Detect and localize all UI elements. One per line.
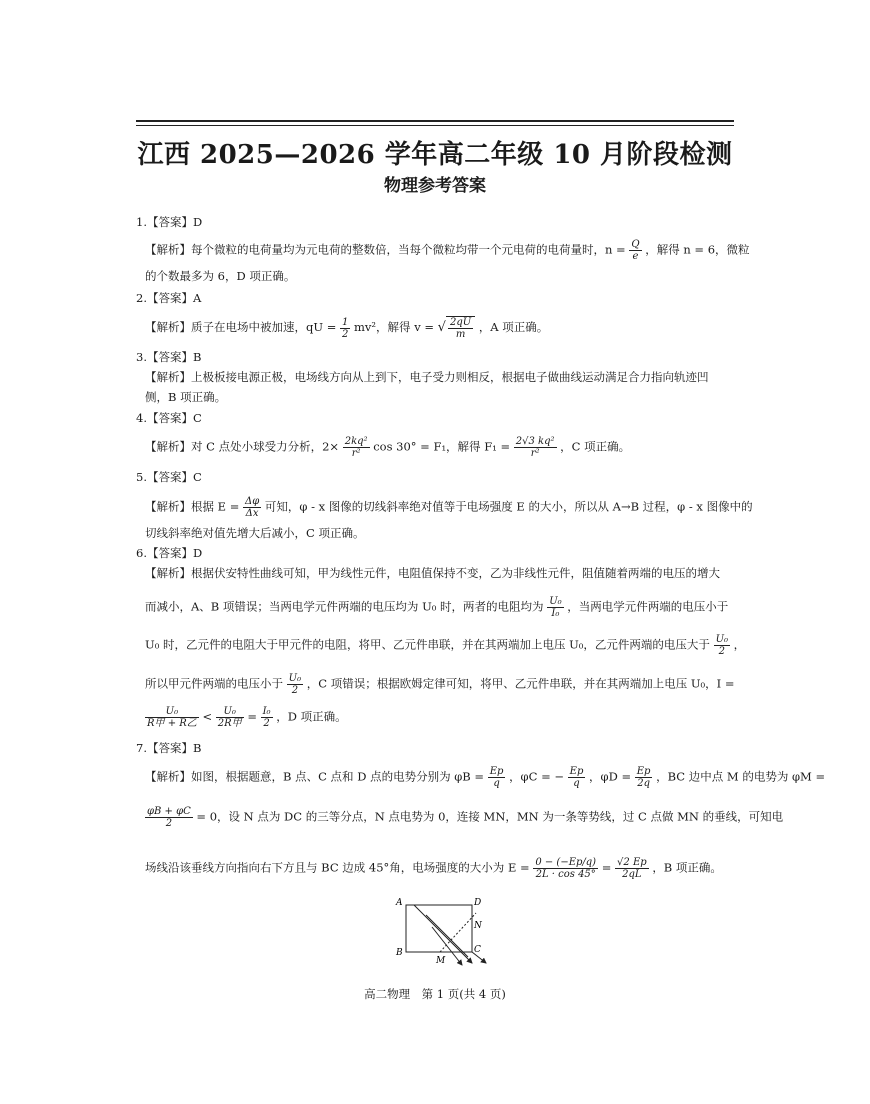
page-subtitle: 物理参考答案 — [384, 176, 486, 196]
q6-answer: 6.【答案】D — [136, 546, 203, 560]
top-rule-thin — [136, 125, 734, 126]
page-title: 江西 2025—2026 学年高二年级 10 月阶段检测 — [137, 140, 733, 170]
q1-fraction: $\frac{Q}{e}$ — [631, 239, 640, 262]
page-footer: 高二物理 第 1 页(共 4 页) — [364, 987, 506, 1001]
label-a: A — [396, 898, 403, 908]
q5-explanation-line1: 【解析】根据 E = $\frac{\Delta\varphi}{\Delta x}$ 可知，φ - x 图像的切线斜率绝对值等于电场强度 E 的大小，所以从 A→B 过程，φ - x 图像中的 — [145, 496, 753, 519]
field-line-2 — [426, 915, 468, 957]
label-c: C — [474, 945, 481, 955]
q4-answer: 4.【答案】C — [136, 411, 202, 425]
q1-explanation-line1: 【解析】每个微粒的电荷量均为元电荷的整数倍，当每个微粒均带一个元电荷的电荷量时，n = $\frac{Q}{e}$ ，解得 n = 6，微粒 — [145, 239, 750, 262]
q7-explanation-line1: 【解析】如图，根据题意，B 点、C 点和 D 点的电势分别为 φB = $\frac{Ep}{q}$ ，φC = − $\frac{Ep}{q}$ ，φD = $\frac{Ep}{2q}$ ，BC 边中点 M 的电势为 φM = — [145, 766, 826, 789]
q2-explanation: 【解析】质子在电场中被加速，qU = $\frac{1}{2}$ mv²，解得 v = √ $\frac{2qU}{m}$ ，A 项正确。 — [145, 316, 549, 340]
label-m: M — [436, 956, 446, 966]
q2-answer: 2.【答案】A — [136, 291, 202, 305]
q7-explanation-line3: 场线沿该垂线方向指向右下方且与 BC 边成 45°角，电场强度的大小为 E = $\frac{0 - (-Ep/q)}{2L \cdot \cos 45^\circ}$ = $\frac{√2 Ep}{2qL}$ ，B 项正确。 — [145, 857, 722, 880]
q1-answer: 1.【答案】D — [136, 215, 203, 229]
q5-explanation-line2: 切线斜率绝对值先增大后减小，C 项正确。 — [145, 526, 365, 540]
q1-explanation-line2: 的个数最多为 6，D 项正确。 — [145, 269, 296, 283]
equipotential-mn — [440, 913, 476, 952]
q7-answer: 7.【答案】B — [136, 741, 202, 755]
q6-explanation-line4: 所以甲元件两端的电压小于 $\frac{\text{U₀}}{2}$ ，C 项错误；根据欧姆定律可知，将甲、乙元件串联，并在其两端加上电压 U₀，I = — [145, 673, 735, 696]
q7-explanation-line2: $\frac{\varphi B + \varphi C}{2}$ = 0，设 N 点为 DC 的三等分点，N 点电势为 0，连接 MN，MN 为一条等势线，过 C 点做 MN 的垂线，可知电 — [147, 806, 784, 829]
q3-explanation-line1: 【解析】上极板接电源正极，电场线方向从上到下，电子受力则相反，根据电子做曲线运动满足合力指向轨迹凹 — [145, 370, 709, 384]
q6-explanation-line3: U₀ 时，乙元件的电阻大于甲元件的电阻，将甲、乙元件串联，并在其两端加上电压 U₀，乙元件两端的电压大于 $\frac{\text{U₀}}{2}$ ， — [145, 634, 746, 657]
q4-explanation: 【解析】对 C 点处小球受力分析，2× $\frac{\text{2kq²}}{\text{r²}}$ cos 30° = F₁，解得 F₁ = $\frac{\text{2√3 kq²}}{\text{r²}}$ ，C 项正确。 — [145, 436, 631, 459]
label-n: N — [474, 921, 482, 931]
field-line-1 — [414, 905, 472, 963]
q3-explanation-line2: 侧，B 项正确。 — [145, 390, 227, 404]
q6-explanation-line2: 而减小，A、B 项错误；当两电学元件两端的电压均为 U₀ 时，两者的电阻均为 $\frac{\text{U₀}}{\text{I₀}}$ ，当两电学元件两端的电压小于 — [145, 596, 729, 619]
q6-explanation-line1: 【解析】根据伏安特性曲线可知，甲为线性元件，电阻值保持不变，乙为非线性元件，阻值随着两端的电压的增大 — [145, 566, 720, 580]
q3-answer: 3.【答案】B — [136, 350, 202, 364]
label-b: B — [396, 948, 403, 958]
q6-explanation-line5: $\frac{\text{U₀}}{\text{R甲 + R乙}}$ < $\frac{\text{U₀}}{\text{2R甲}}$ = $\frac{\text{I₀}}{2}$ ，D 项正确。 — [147, 706, 347, 729]
q5-answer: 5.【答案】C — [136, 470, 202, 484]
label-d: D — [474, 898, 482, 908]
top-rule — [136, 120, 734, 122]
field-diagram — [392, 895, 502, 975]
